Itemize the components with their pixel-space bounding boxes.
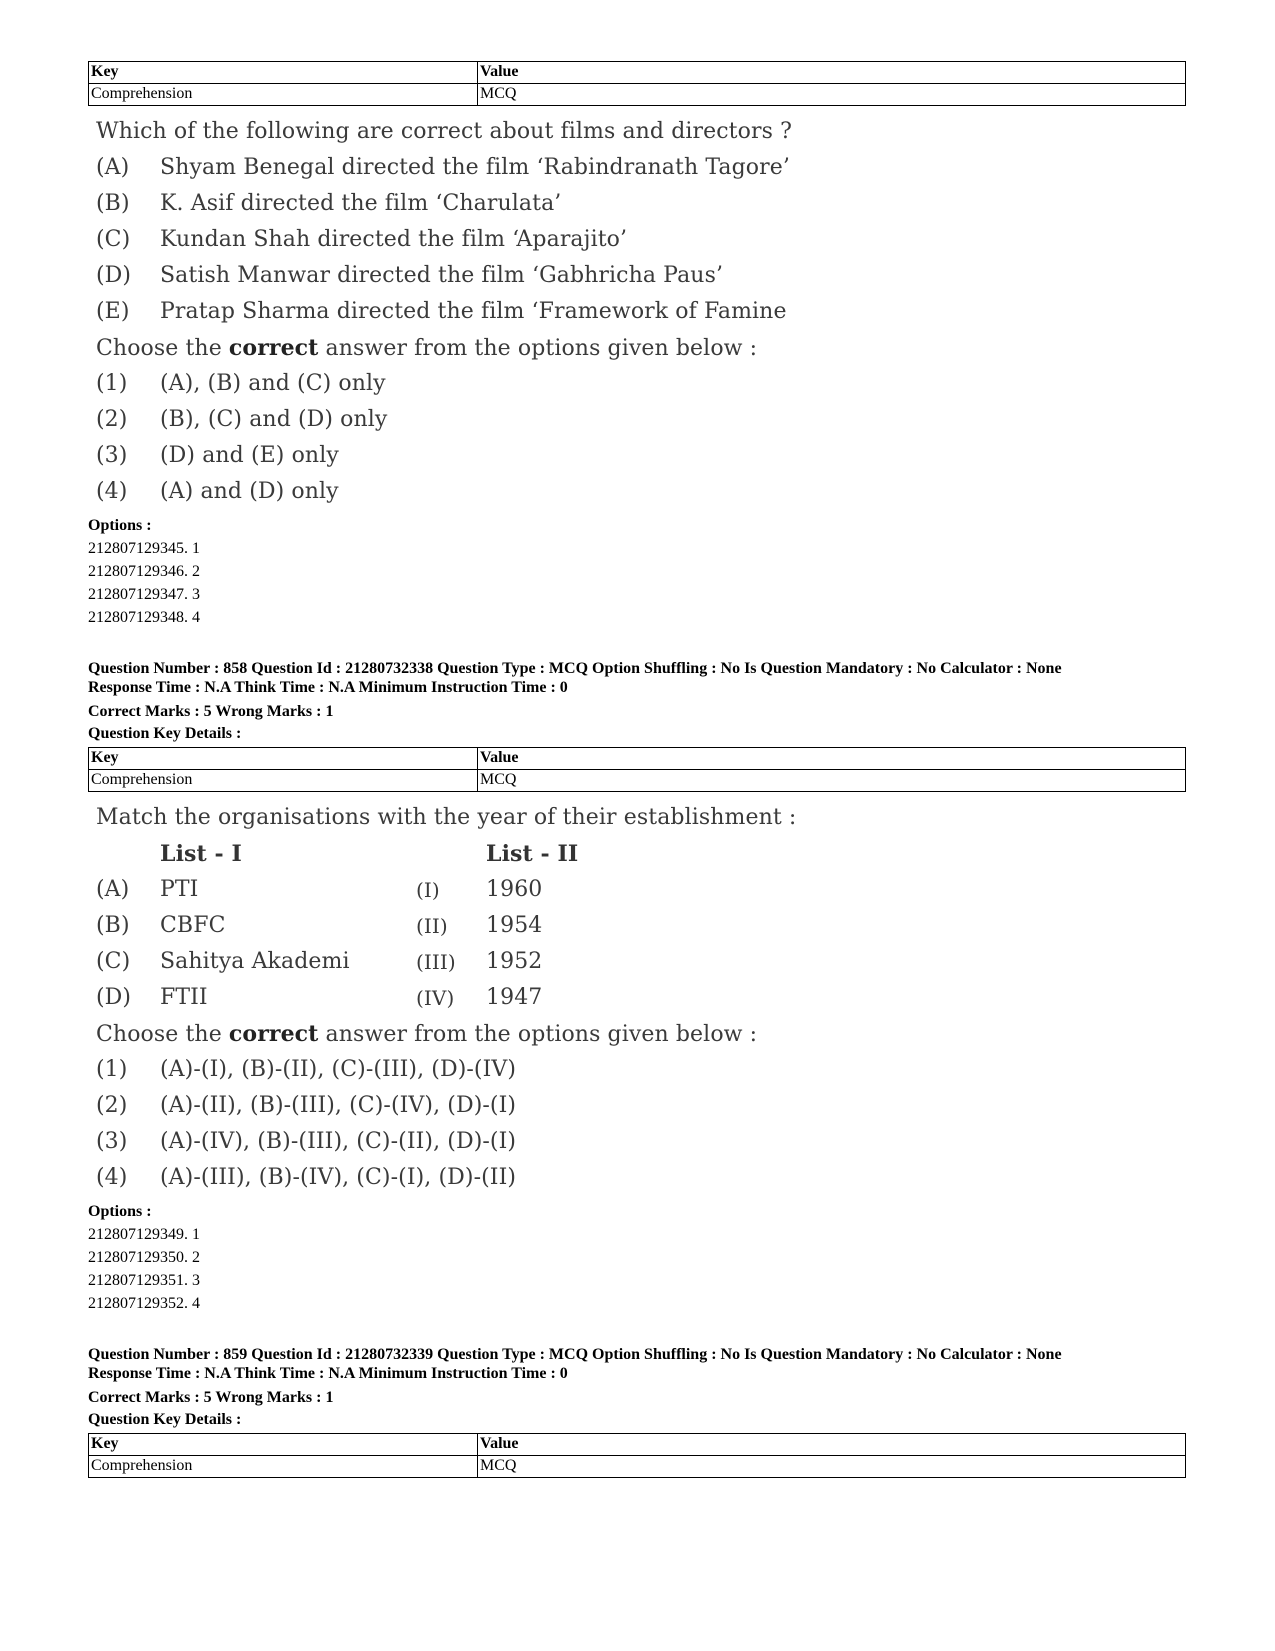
option-item: 212807129345. 1 (88, 540, 200, 557)
option-item: 212807129347. 3 (88, 586, 200, 603)
question-meta (88, 1345, 1186, 1431)
answer-text: (A) and (D) only (160, 479, 339, 504)
answer-choice (96, 1160, 796, 1196)
table-header-row (89, 748, 1186, 770)
statement-label: (C) (96, 227, 131, 252)
question-image-text (96, 114, 796, 510)
table-header-row (89, 1434, 1186, 1456)
answer-text: (B), (C) and (D) only (160, 407, 388, 432)
statement-text: Kundan Shah directed the film ‘Aparajito’ (160, 227, 628, 252)
options-list (88, 1200, 1186, 1315)
answer-text: (D) and (E) only (160, 443, 339, 468)
answer-choice (96, 366, 796, 402)
choose-instruction: Choose the correct answer from the options given below : (96, 1021, 758, 1047)
option-item: 212807129352. 4 (88, 1295, 200, 1312)
table-header-row (89, 62, 1186, 84)
list-1-heading: List - I (160, 841, 242, 867)
match-row: (D) FTII (IV) 1947 (96, 985, 543, 1010)
answer-text: (A)-(I), (B)-(II), (C)-(III), (D)-(IV) (160, 1057, 517, 1082)
statement-label: (D) (96, 263, 132, 288)
value-header: Value (478, 62, 1186, 84)
question-marks: Correct Marks : 5 Wrong Marks : 1 (88, 1389, 334, 1406)
answer-choice (96, 402, 796, 438)
option-item: 212807129348. 4 (88, 609, 200, 626)
key-details-label: Question Key Details : (88, 1411, 242, 1428)
answer-label: (2) (96, 407, 128, 432)
options-list (88, 514, 1186, 629)
option-item: 212807129346. 2 (88, 563, 200, 580)
options-heading: Options : (88, 1203, 152, 1220)
statement-label: (A) (96, 155, 130, 180)
question-meta-line: Response Time : N.A Think Time : N.A Minimum Instruction Time : 0 (88, 679, 568, 696)
key-details-label: Question Key Details : (88, 725, 242, 742)
statement-item (96, 150, 796, 186)
match-row: (C) Sahitya Akademi (III) 1952 (96, 949, 543, 974)
option-item: 212807129350. 2 (88, 1249, 200, 1266)
answer-text: (A)-(III), (B)-(IV), (C)-(I), (D)-(II) (160, 1165, 517, 1190)
answer-label: (3) (96, 443, 128, 468)
question-key-table (88, 747, 1186, 792)
question-meta-line: Question Number : 859 Question Id : 21280732339 Question Type : MCQ Option Shuffling : No Is Question Mandatory : No Calculator : None (88, 1346, 1062, 1363)
value-cell: MCQ (478, 84, 1186, 106)
answer-choice (96, 474, 796, 510)
option-item: 212807129349. 1 (88, 1226, 200, 1243)
question-key-table (88, 61, 1186, 106)
answer-text: (A)-(IV), (B)-(III), (C)-(II), (D)-(I) (160, 1129, 517, 1154)
question-meta (88, 659, 1186, 745)
list-2-heading: List - II (486, 841, 579, 867)
answer-label: (4) (96, 1165, 128, 1190)
question-image-text (96, 800, 796, 1196)
value-cell: MCQ (478, 1456, 1186, 1478)
table-row (89, 1456, 1186, 1478)
options-heading: Options : (88, 517, 152, 534)
table-row (89, 770, 1186, 792)
statement-item (96, 294, 796, 330)
key-header: Key (89, 1434, 478, 1456)
statement-item (96, 186, 796, 222)
answer-label: (4) (96, 479, 128, 504)
answer-label: (1) (96, 1057, 128, 1082)
question-stem: Which of the following are correct about films and directors ? (96, 119, 792, 144)
statement-label: (E) (96, 299, 130, 324)
statement-text: K. Asif directed the film ‘Charulata’ (160, 191, 562, 216)
value-header: Value (478, 1434, 1186, 1456)
list-headings (96, 836, 796, 872)
answer-label: (1) (96, 371, 128, 396)
answer-choice (96, 438, 796, 474)
answer-choice (96, 1088, 796, 1124)
statement-label: (B) (96, 191, 130, 216)
value-header: Value (478, 748, 1186, 770)
key-cell: Comprehension (89, 1456, 478, 1478)
question-meta-line: Response Time : N.A Think Time : N.A Minimum Instruction Time : 0 (88, 1365, 568, 1382)
statement-item (96, 222, 796, 258)
value-cell: MCQ (478, 770, 1186, 792)
statement-text: Pratap Sharma directed the film ‘Framework of Famine (160, 299, 787, 324)
match-row: (B) CBFC (II) 1954 (96, 913, 543, 938)
question-stem: Match the organisations with the year of their establishment : (96, 805, 797, 830)
answer-label: (3) (96, 1129, 128, 1154)
answer-choice (96, 1052, 796, 1088)
match-row: (A) PTI (I) 1960 (96, 877, 543, 902)
table-row (89, 84, 1186, 106)
document-page (88, 61, 1186, 1478)
statement-text: Satish Manwar directed the film ‘Gabhricha Paus’ (160, 263, 724, 288)
answer-text: (A), (B) and (C) only (160, 371, 386, 396)
question-meta-line: Question Number : 858 Question Id : 21280732338 Question Type : MCQ Option Shuffling : No Is Question Mandatory : No Calculator : None (88, 660, 1062, 677)
key-header: Key (89, 748, 478, 770)
statement-text: Shyam Benegal directed the film ‘Rabindranath Tagore’ (160, 155, 790, 180)
key-cell: Comprehension (89, 770, 478, 792)
option-item: 212807129351. 3 (88, 1272, 200, 1289)
answer-label: (2) (96, 1093, 128, 1118)
question-key-table (88, 1433, 1186, 1478)
answer-text: (A)-(II), (B)-(III), (C)-(IV), (D)-(I) (160, 1093, 517, 1118)
statement-item (96, 258, 796, 294)
question-marks: Correct Marks : 5 Wrong Marks : 1 (88, 703, 334, 720)
key-cell: Comprehension (89, 84, 478, 106)
answer-choice (96, 1124, 796, 1160)
key-header: Key (89, 62, 478, 84)
choose-instruction: Choose the correct answer from the options given below : (96, 335, 758, 361)
